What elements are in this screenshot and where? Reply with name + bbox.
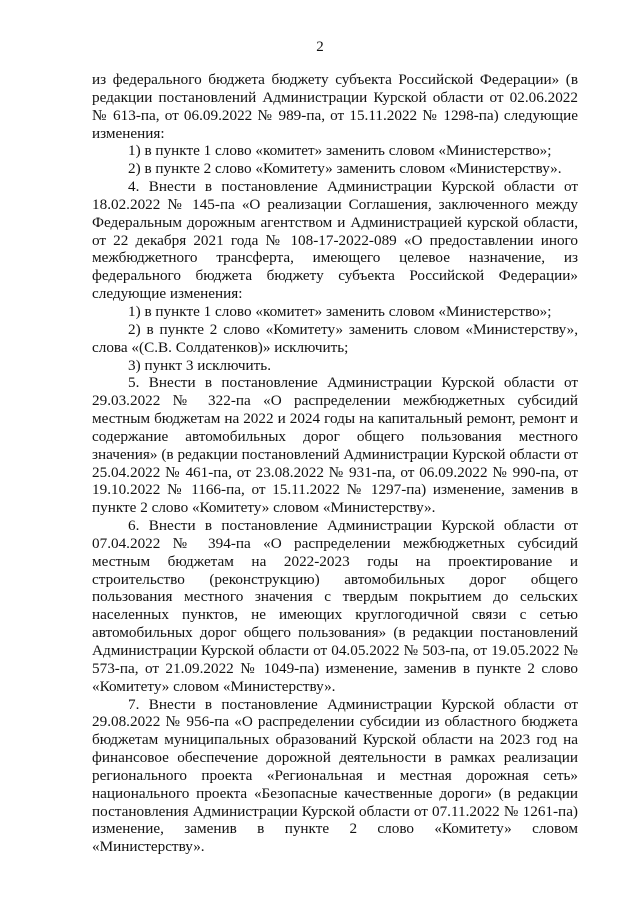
paragraph-item-4-2: 2) в пункте 2 слово «Комитету» заменить словом «Министерству», слова «(С.В. Солдатенков)» исключить; [92,320,578,356]
page-number: 2 [316,39,324,55]
paragraph-clause-6: 6. Внести в постановление Администрации Курской области от 07.04.2022 № 394-па «О распределении межбюджетных субсидий местным бюджетам на 2022-2023 годы на проектирование и строительство (реконструкцию) автомобильных дорог общего пользования местного значения с твердым покрытием до сельских населенных пунктов, не имеющих круглогодичной связи с сетью автомобильных дорог общего пользования» (в редакции постановлений Администрации Курской области от 04.05.2022 № 503-па, от 19.05.2022 № 573-па, от 21.09.2022 № 1049-па) изменение, заменив в пункте 2 слово «Комитету» словом «Министерству». [92,517,578,695]
paragraph-clause-4: 4. Внести в постановление Администрации Курской области от 18.02.2022 № 145-па «О реализации Соглашения, заключенного между Федеральным дорожным агентством и Администрацией курской области, от 22 декабря 2021 года № 108-17-2022-089 «О предоставлении иного межбюджетного трансферта, имеющего целевое назначение, из федерального бюджета бюджету субъекта Российской Федерации» следующие изменения: [92,178,578,303]
paragraph-item-3-2: 2) в пункте 2 слово «Комитету» заменить словом «Министерству». [128,160,562,178]
paragraph-continuation: из федерального бюджета бюджету субъекта Российской Федерации» (в редакции постановлений Администрации Курской области от 02.06.2022 № 613-па, от 06.09.2022 № 989-па, от 15.11.2022 № 1298-па) следующие изменения: [92,71,578,142]
document-body [92,71,578,856]
paragraph-clause-7: 7. Внести в постановление Администрации Курской области от 29.08.2022 № 956-па «О распределении субсидии из областного бюджета бюджетам муниципальных образований Курской области на 2023 год на финансовое обеспечение дорожной деятельности в рамках реализации регионального проекта «Региональная и местная дорожная сеть» национального проекта «Безопасные качественные дороги» (в редакции постановления Администрации Курской области от 07.11.2022 № 1261-па) изменение, заменив в пункте 2 слово «Комитету» словом «Министерству». [92,695,578,856]
paragraph-item-3-1: 1) в пункте 1 слово «комитет» заменить словом «Министерство»; [128,142,552,160]
paragraph-item-4-1: 1) в пункте 1 слово «комитет» заменить словом «Министерство»; [128,302,552,320]
paragraph-item-4-3: 3) пункт 3 исключить. [128,356,272,374]
paragraph-clause-5: 5. Внести в постановление Администрации Курской области от 29.03.2022 № 322-па «О распределении межбюджетных субсидий местным бюджетам на 2022 и 2024 годы на капитальный ремонт, ремонт и содержание автомобильных дорог общего пользования местного значения» (в редакции постановлений Администрации Курской области от 25.04.2022 № 461-па, от 23.08.2022 № 931-па, от 06.09.2022 № 990-па, от 19.10.2022 № 1166-па, от 15.11.2022 № 1297-па) изменение, заменив в пункте 2 слово «Комитету» словом «Министерству». [92,374,578,517]
